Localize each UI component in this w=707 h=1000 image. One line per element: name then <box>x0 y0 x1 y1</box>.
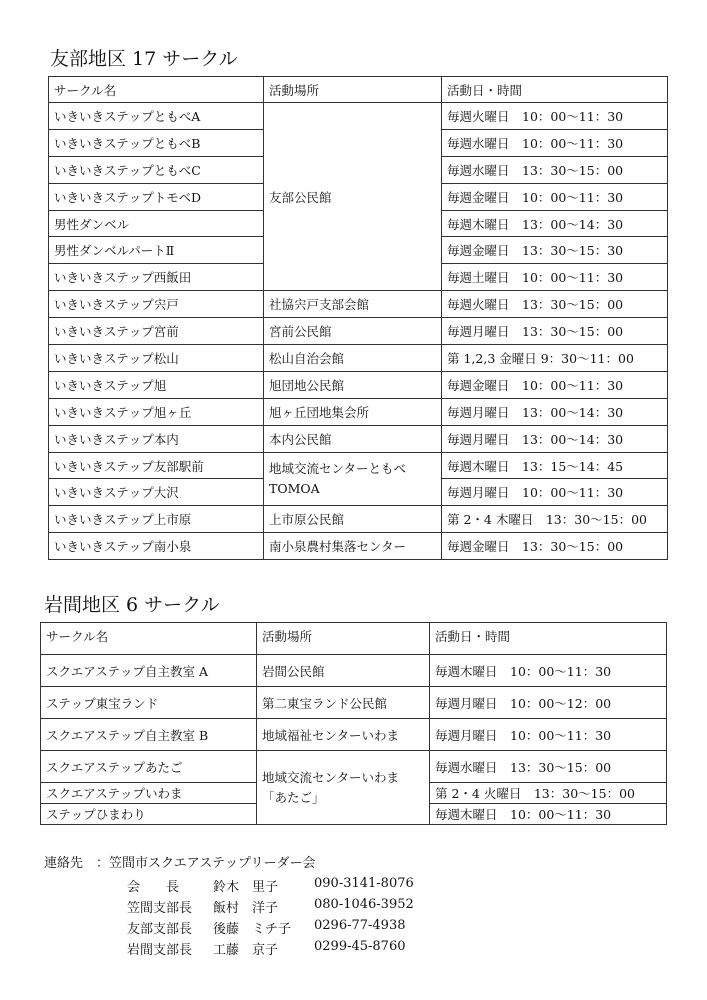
circle-name: いきいきステップトモベD <box>49 183 264 210</box>
activity-place <box>257 751 430 825</box>
activity-place <box>264 452 442 506</box>
activity-time: 毎週金曜日 13：30～15：00 <box>442 533 668 560</box>
activity-place: 松山自治会館 <box>264 345 442 372</box>
contact-phone: 0296-77-4938 <box>314 918 406 933</box>
circle-name: いきいきステップ友部駅前 <box>49 452 264 479</box>
activity-time: 毎週木曜日 13：00～14：30 <box>442 210 668 237</box>
column-header: 活動場所 <box>257 623 430 655</box>
activity-time: 毎週水曜日 10：00～11：30 <box>442 129 668 156</box>
circle-name: いきいきステップ宮前 <box>49 318 264 345</box>
activity-place: 旭ヶ丘団地集会所 <box>264 398 442 425</box>
table-row <box>49 506 668 533</box>
activity-time: 毎週金曜日 10：00～11：30 <box>442 371 668 398</box>
contact-name: 工藤 京子 <box>213 943 279 958</box>
contact-name: 鈴木 里子 <box>213 880 279 895</box>
column-header: サークル名 <box>49 77 264 103</box>
section2-title: 岩間地区 6 サークル <box>44 594 220 616</box>
circle-name: いきいきステップともべB <box>49 129 264 156</box>
circle-name: いきいきステップ松山 <box>49 345 264 372</box>
activity-place: 岩間公民館 <box>257 655 430 687</box>
circle-name: スクエアステップ自主教室 A <box>41 655 257 687</box>
table-row <box>49 425 668 452</box>
activity-time: 毎週木曜日 10：00～11：30 <box>430 655 667 687</box>
table-row <box>49 103 668 130</box>
circle-name: 男性ダンベルパートⅡ <box>49 237 264 264</box>
activity-place: 地域福祉センターいわま <box>257 719 430 751</box>
circle-name: 男性ダンベル <box>49 210 264 237</box>
activity-time: 毎週火曜日 13：30～15：00 <box>442 291 668 318</box>
circle-name: いきいきステップ本内 <box>49 425 264 452</box>
activity-time: 毎週金曜日 10：00～11：30 <box>442 183 668 210</box>
table-header-row <box>49 77 668 103</box>
circle-name: スクエアステップ自主教室 B <box>41 719 257 751</box>
table-row <box>41 687 667 719</box>
activity-time: 毎週木曜日 10：00～11：30 <box>430 804 667 825</box>
contact-role: 会 長 <box>127 880 180 895</box>
column-header: 活動日・時間 <box>430 623 667 655</box>
circle-name: いきいきステップ旭ヶ丘 <box>49 398 264 425</box>
circle-name: ステップ東宝ランド <box>41 687 257 719</box>
table-row <box>49 345 668 372</box>
column-header: サークル名 <box>41 623 257 655</box>
activity-time: 第 2・4 木曜日 13：30～15：00 <box>442 506 668 533</box>
contact-label: 連絡先 ：笠間市スクエアステップリーダー会 <box>44 856 316 871</box>
circle-name: いきいきステップ上市原 <box>49 506 264 533</box>
contact-name: 飯村 洋子 <box>213 901 279 916</box>
activity-place: 第二東宝ランド公民館 <box>257 687 430 719</box>
table-header-row <box>41 623 667 655</box>
activity-place-line: 地域交流センターいわま <box>262 769 400 785</box>
contact-name: 後藤 ミチ子 <box>213 922 292 937</box>
activity-time: 毎週月曜日 10：00～11：30 <box>430 719 667 751</box>
activity-place: 宮前公民館 <box>264 318 442 345</box>
column-header: 活動場所 <box>264 77 442 103</box>
table-row <box>41 751 667 783</box>
contact-phone: 090-3141-8076 <box>314 876 414 891</box>
activity-place-line: TOMOA <box>269 480 320 496</box>
activity-place: 南小泉農村集落センター <box>264 533 442 560</box>
circle-name: いきいきステップともべA <box>49 103 264 130</box>
activity-place: 上市原公民館 <box>264 506 442 533</box>
activity-time: 毎週金曜日 13：30～15：30 <box>442 237 668 264</box>
circle-name: いきいきステップ西飯田 <box>49 264 264 291</box>
table-row <box>49 291 668 318</box>
activity-time: 毎週木曜日 13：15～14：45 <box>442 452 668 479</box>
circle-name: いきいきステップともべC <box>49 156 264 183</box>
section1-title: 友部地区 17 サークル <box>50 48 238 70</box>
activity-time: 毎週土曜日 10：00～11：30 <box>442 264 668 291</box>
contact-role: 友部支部長 <box>127 922 193 937</box>
activity-time: 毎週月曜日 13：00～14：30 <box>442 425 668 452</box>
contact-role: 笠間支部長 <box>127 901 193 916</box>
activity-time: 毎週月曜日 10：00～11：30 <box>442 479 668 506</box>
contact-role: 岩間支部長 <box>127 943 193 958</box>
activity-time: 毎週月曜日 13：00～14：30 <box>442 398 668 425</box>
iwama-circle-table <box>40 622 667 825</box>
column-header: 活動日・時間 <box>442 77 668 103</box>
activity-time: 毎週月曜日 10：00～12：00 <box>430 687 667 719</box>
activity-time: 第 1,2,3 金曜日 9：30～11：00 <box>442 345 668 372</box>
activity-time: 毎週火曜日 10：00～11：30 <box>442 103 668 130</box>
activity-place: 友部公民館 <box>264 103 442 291</box>
table-row <box>49 318 668 345</box>
activity-place: 旭団地公民館 <box>264 371 442 398</box>
table-row <box>49 452 668 479</box>
activity-place-line: 地域交流センターともべ <box>269 460 407 476</box>
circle-name: いきいきステップ南小泉 <box>49 533 264 560</box>
activity-time: 毎週月曜日 13：30～15：00 <box>442 318 668 345</box>
contact-phone: 0299-45-8760 <box>314 939 406 954</box>
circle-name: いきいきステップ大沢 <box>49 479 264 506</box>
activity-place: 社協宍戸支部会館 <box>264 291 442 318</box>
activity-place: 本内公民館 <box>264 425 442 452</box>
circle-name: スクエアステップあたご <box>41 751 257 783</box>
activity-time: 毎週水曜日 13：30～15：00 <box>442 156 668 183</box>
table-row <box>41 719 667 751</box>
table-row <box>49 533 668 560</box>
table-row <box>49 371 668 398</box>
circle-name: ステップひまわり <box>41 804 257 825</box>
activity-place-line: 「あたご」 <box>262 789 325 805</box>
circle-name: スクエアステップいわま <box>41 783 257 804</box>
circle-name: いきいきステップ宍戸 <box>49 291 264 318</box>
activity-time: 毎週水曜日 13：30～15：00 <box>430 751 667 783</box>
table-row <box>41 655 667 687</box>
table-row <box>49 398 668 425</box>
circle-name: いきいきステップ旭 <box>49 371 264 398</box>
contact-phone: 080-1046-3952 <box>314 897 414 912</box>
activity-time: 第 2・4 火曜日 13：30～15：00 <box>430 783 667 804</box>
tomobe-circle-table <box>48 76 668 560</box>
